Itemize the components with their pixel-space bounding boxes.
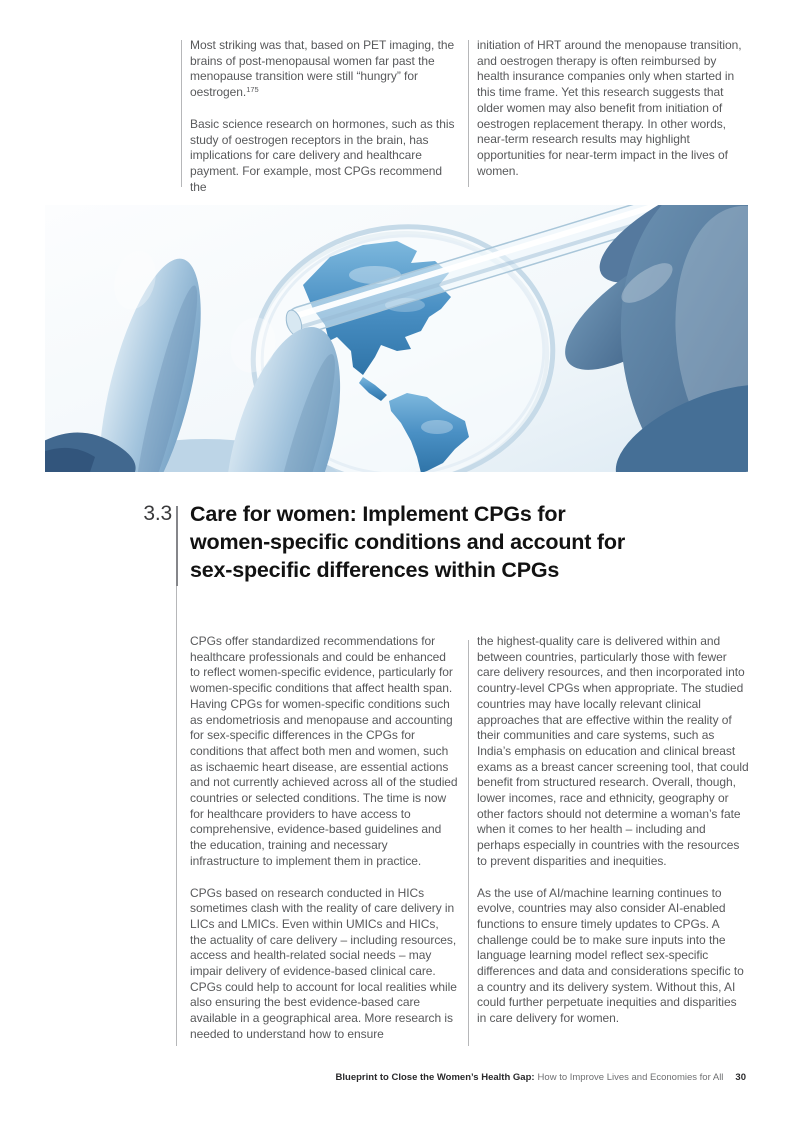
intro-paragraph-3: initiation of HRT around the menopause transition, and oestrogen therapy is often reimbursed by health insurance companies only when started in this time frame. Yet this research suggests that older women may also benefit from initiation of oestrogen replacement therapy. In other words, near-term research results may highlight opportunities for near-term impact in the lives of women. <box>477 38 742 178</box>
footer-report-subtitle: How to Improve Lives and Economies for All <box>537 1072 724 1083</box>
heading-line-1: Care for women: Implement CPGs for <box>190 502 566 526</box>
hero-photo-graphic <box>45 205 748 472</box>
heading-line-3: sex-specific differences within CPGs <box>190 558 560 582</box>
body-column-2 <box>477 634 749 1043</box>
body-paragraph-4: As the use of AI/machine learning continues to evolve, countries may also consider AI-enabled functions to ensure timely updates to CPGs. A challenge could be to make sure inputs into the language learning model reflect sex-specific differences and data and considerations specific to a country and its delivery system. Without this, AI could further perpetuate inequities and disparities in care delivery for women. <box>477 885 744 1026</box>
footer-report-title: Blueprint to Close the Women’s Health Gap: <box>335 1072 535 1083</box>
intro-column-2 <box>477 38 749 195</box>
body-paragraph-1: CPGs offer standardized recommendations for healthcare professionals and could be enhanced to reflect women-specific evidence, particularly for women-specific conditions that affect health span. Having CPGs for women-specific conditions such as endometriosis and menopause and accounting for sex-specific differences in the CPGs for conditions that affect both men and women, such as ischaemic heart disease, are essential actions and not currently achieved across all of the studied countries or selected conditions. The time is now for healthcare providers to have access to comprehensive, evidence-based guidelines and the education, training and necessary infrastructure to implement them in practice. <box>190 634 458 868</box>
section-number: 3.3 <box>143 502 172 525</box>
body-paragraph-2: CPGs based on research conducted in HICs sometimes clash with the reality of care delivery in LICs and LMICs. Even within UMICs and HICs, the actuality of care delivery – including resources, access and health-related social needs – may impair delivery of evidence-based clinical care. CPGs could help to account for local realities while also ensuring the best evidence-based care available in a geographical area. More research is needed to understand how to ensure <box>190 885 457 1041</box>
intro-col2-rule <box>468 40 469 187</box>
body-col2-rule <box>468 640 469 1046</box>
footnote-reference: 175 <box>246 85 259 95</box>
page-number: 30 <box>735 1072 746 1083</box>
intro-paragraph-2: Basic science research on hormones, such as this study of oestrogen receptors in the brain, has implications for care delivery and healthcare payment. For example, most CPGs recommend the <box>190 116 455 194</box>
intro-col1-rule <box>181 40 182 187</box>
body-paragraph-3: the highest-quality care is delivered within and between countries, particularly those with fewer care delivery resources, and then incorporated into country-level CPGs when appropriate. The studied countries may have locally relevant clinical approaches that are effective within the reality of their communities and care systems, such as India’s emphasis on education and clinical breast exams as a breast cancer screening tool, that could benefit from structured research. Overall, though, lower incomes, race and ethnicity, geography or other factors should not determine a woman’s fate when it comes to her health – including and perhaps especially in countries with the resources to prevent disparities and inequities. <box>477 634 749 868</box>
intro-column-1 <box>190 38 458 211</box>
body-col1-rule <box>176 586 177 1046</box>
intro-paragraph-1 <box>190 38 458 101</box>
hero-photo <box>45 205 748 472</box>
intro-paragraph-1-text: Most striking was that, based on PET imaging, the brains of post-menopausal women far past the menopause transition were still “hungry” for oestrogen. <box>190 38 455 100</box>
section-heading <box>190 500 735 584</box>
body-column-1 <box>190 634 458 1059</box>
page-footer <box>336 1072 746 1084</box>
heading-rule <box>176 506 178 586</box>
heading-line-2: women-specific conditions and account for <box>190 530 625 554</box>
